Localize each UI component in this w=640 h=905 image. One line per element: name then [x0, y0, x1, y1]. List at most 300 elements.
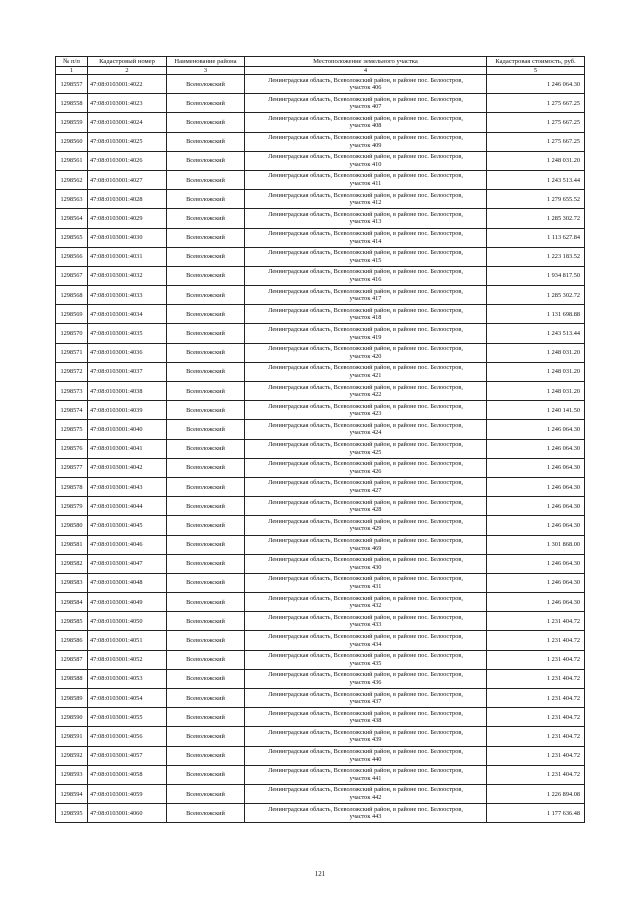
location-cell [245, 554, 487, 573]
district-cell: Всеволожский [167, 190, 245, 209]
cadastral-number-cell: 47:08:0103001:4043 [88, 477, 167, 496]
cadastral-number-cell: 47:08:0103001:4048 [88, 573, 167, 592]
location-line-address: Ленинградская область, Всеволожский район, в районе пос. Белоостров, [268, 306, 463, 314]
district-cell: Всеволожский [167, 266, 245, 285]
column-number: 1 [56, 67, 88, 75]
row-number-cell: 1298581 [56, 535, 88, 554]
location-line-plot: участок 443 [349, 813, 382, 821]
location-cell [245, 497, 487, 516]
cadastral-number-cell: 47:08:0103001:4037 [88, 362, 167, 381]
location-line-address: Ленинградская область, Всеволожский район, в районе пос. Белоостров, [268, 325, 463, 333]
cadastral-number-cell: 47:08:0103001:4045 [88, 516, 167, 535]
district-cell: Всеволожский [167, 209, 245, 228]
row-number-cell: 1298559 [56, 113, 88, 132]
location-line-address: Ленинградская область, Всеволожский район, в районе пос. Белоостров, [268, 652, 463, 660]
table-row [56, 75, 585, 94]
location-cell [245, 113, 487, 132]
row-number-cell: 1298583 [56, 573, 88, 592]
cadastral-number-cell: 47:08:0103001:4029 [88, 209, 167, 228]
location-line-address: Ленинградская область, Всеволожский район, в районе пос. Белоостров, [268, 345, 463, 353]
location-line-plot: участок 433 [349, 621, 382, 629]
district-cell: Всеволожский [167, 765, 245, 784]
district-cell: Всеволожский [167, 420, 245, 439]
table-row [56, 286, 585, 305]
table-row [56, 151, 585, 170]
table-row [56, 804, 585, 823]
row-number-cell: 1298557 [56, 75, 88, 94]
row-number-cell: 1298562 [56, 170, 88, 189]
cadastral-number-cell: 47:08:0103001:4050 [88, 612, 167, 631]
table-row [56, 113, 585, 132]
cadastral-value-cell: 1 246 064.30 [487, 458, 585, 477]
row-number-cell: 1298577 [56, 458, 88, 477]
location-line-address: Ленинградская область, Всеволожский район, в районе пос. Белоостров, [268, 632, 463, 640]
location-line-plot: участок 407 [349, 103, 382, 111]
cadastral-value-cell: 1 248 031.20 [487, 343, 585, 362]
table-row [56, 190, 585, 209]
location-line-plot: участок 419 [349, 333, 382, 341]
table-row [56, 305, 585, 324]
cadastral-value-cell: 1 231 404.72 [487, 669, 585, 688]
row-number-cell: 1298560 [56, 132, 88, 151]
location-line-plot: участок 442 [349, 794, 382, 802]
cadastral-value-cell: 1 246 064.30 [487, 497, 585, 516]
table-row [56, 401, 585, 420]
table-row [56, 554, 585, 573]
district-cell: Всеволожский [167, 746, 245, 765]
table-row [56, 746, 585, 765]
cadastral-value-cell: 1 246 064.30 [487, 554, 585, 573]
location-line-address: Ленинградская область, Всеволожский район, в районе пос. Белоостров, [268, 268, 463, 276]
location-cell [245, 458, 487, 477]
table-row [56, 669, 585, 688]
location-line-address: Ленинградская область, Всеволожский район, в районе пос. Белоостров, [268, 690, 463, 698]
cadastral-number-cell: 47:08:0103001:4042 [88, 458, 167, 477]
location-line-address: Ленинградская область, Всеволожский район, в районе пос. Белоостров, [268, 95, 463, 103]
cadastral-number-cell: 47:08:0103001:4040 [88, 420, 167, 439]
district-cell: Всеволожский [167, 151, 245, 170]
district-cell: Всеволожский [167, 573, 245, 592]
location-line-plot: участок 412 [349, 199, 382, 207]
location-cell [245, 573, 487, 592]
location-line-address: Ленинградская область, Всеволожский район, в районе пос. Белоостров, [268, 383, 463, 391]
table-row [56, 209, 585, 228]
row-number-cell: 1298575 [56, 420, 88, 439]
cadastral-value-cell: 1 301 868.00 [487, 535, 585, 554]
district-cell: Всеволожский [167, 247, 245, 266]
row-number-cell: 1298588 [56, 669, 88, 688]
location-cell [245, 401, 487, 420]
table-row [56, 573, 585, 592]
location-cell [245, 669, 487, 688]
location-cell [245, 132, 487, 151]
cadastral-value-cell: 1 231 404.72 [487, 765, 585, 784]
row-number-cell: 1298593 [56, 765, 88, 784]
cadastral-value-cell: 1 246 064.30 [487, 593, 585, 612]
table-row [56, 612, 585, 631]
location-line-plot: участок 469 [349, 544, 382, 552]
location-line-plot: участок 418 [349, 314, 382, 322]
table-body [56, 75, 585, 823]
location-line-address: Ленинградская область, Всеволожский район, в районе пос. Белоостров, [268, 709, 463, 717]
table-row [56, 420, 585, 439]
row-number-cell: 1298594 [56, 784, 88, 803]
district-cell: Всеволожский [167, 305, 245, 324]
district-cell: Всеволожский [167, 497, 245, 516]
cadastral-value-cell: 1 226 894.08 [487, 784, 585, 803]
row-number-cell: 1298570 [56, 324, 88, 343]
location-line-plot: участок 421 [349, 371, 382, 379]
district-cell: Всеволожский [167, 170, 245, 189]
district-cell: Всеволожский [167, 228, 245, 247]
location-line-plot: участок 422 [349, 391, 382, 399]
table-row [56, 94, 585, 113]
location-line-address: Ленинградская область, Всеволожский район, в районе пос. Белоостров, [268, 364, 463, 372]
location-line-plot: участок 413 [349, 218, 382, 226]
location-cell [245, 650, 487, 669]
row-number-cell: 1298580 [56, 516, 88, 535]
cadastral-value-cell: 1 275 667.25 [487, 94, 585, 113]
location-line-plot: участок 415 [349, 256, 382, 264]
cadastral-value-cell: 1 246 064.30 [487, 477, 585, 496]
location-line-address: Ленинградская область, Всеволожский район, в районе пос. Белоостров, [268, 671, 463, 679]
cadastral-number-cell: 47:08:0103001:4024 [88, 113, 167, 132]
cadastral-number-cell: 47:08:0103001:4058 [88, 765, 167, 784]
header-cadastral-value: Кадастровая стоимость, руб. [487, 57, 585, 67]
district-cell: Всеволожский [167, 784, 245, 803]
district-cell: Всеволожский [167, 516, 245, 535]
location-cell [245, 228, 487, 247]
cadastral-number-cell: 47:08:0103001:4038 [88, 382, 167, 401]
location-cell [245, 612, 487, 631]
district-cell: Всеволожский [167, 382, 245, 401]
location-line-plot: участок 428 [349, 506, 382, 514]
location-line-address: Ленинградская область, Всеволожский район, в районе пос. Белоостров, [268, 748, 463, 756]
location-line-address: Ленинградская область, Всеволожский район, в районе пос. Белоостров, [268, 613, 463, 621]
district-cell: Всеволожский [167, 689, 245, 708]
cadastral-value-cell: 1 275 667.25 [487, 132, 585, 151]
cadastral-number-cell: 47:08:0103001:4023 [88, 94, 167, 113]
location-cell [245, 765, 487, 784]
row-number-cell: 1298566 [56, 247, 88, 266]
header-cadastral-number: Кадастровый номер [88, 57, 167, 67]
cadastral-number-cell: 47:08:0103001:4025 [88, 132, 167, 151]
cadastral-value-cell: 1 231 404.72 [487, 689, 585, 708]
location-line-plot: участок 430 [349, 563, 382, 571]
row-number-cell: 1298595 [56, 804, 88, 823]
cadastral-value-cell: 1 177 636.48 [487, 804, 585, 823]
cadastral-value-cell: 1 243 513.44 [487, 170, 585, 189]
table-row [56, 439, 585, 458]
location-line-address: Ленинградская область, Всеволожский район, в районе пос. Белоостров, [268, 479, 463, 487]
location-cell [245, 305, 487, 324]
location-line-address: Ленинградская область, Всеволожский район, в районе пос. Белоостров, [268, 76, 463, 84]
table-row [56, 535, 585, 554]
cadastral-number-cell: 47:08:0103001:4039 [88, 401, 167, 420]
table-row [56, 382, 585, 401]
table-row [56, 458, 585, 477]
location-cell [245, 516, 487, 535]
location-line-address: Ленинградская область, Всеволожский район, в районе пос. Белоостров, [268, 114, 463, 122]
row-number-cell: 1298582 [56, 554, 88, 573]
location-line-address: Ленинградская область, Всеволожский район, в районе пос. Белоостров, [268, 556, 463, 564]
cadastral-value-cell: 1 246 064.30 [487, 420, 585, 439]
location-line-plot: участок 409 [349, 141, 382, 149]
table-row [56, 784, 585, 803]
row-number-cell: 1298573 [56, 382, 88, 401]
district-cell: Всеволожский [167, 94, 245, 113]
location-line-address: Ленинградская область, Всеволожский район, в районе пос. Белоостров, [268, 249, 463, 257]
location-cell [245, 343, 487, 362]
cadastral-number-cell: 47:08:0103001:4046 [88, 535, 167, 554]
location-line-plot: участок 416 [349, 275, 382, 283]
district-cell: Всеволожский [167, 286, 245, 305]
cadastral-value-cell: 1 246 064.30 [487, 75, 585, 94]
row-number-cell: 1298567 [56, 266, 88, 285]
location-cell [245, 746, 487, 765]
district-cell: Всеволожский [167, 804, 245, 823]
table-row [56, 708, 585, 727]
table-row [56, 170, 585, 189]
cadastral-value-cell: 1 246 064.30 [487, 439, 585, 458]
location-cell [245, 535, 487, 554]
row-number-cell: 1298590 [56, 708, 88, 727]
location-line-address: Ленинградская область, Всеволожский район, в районе пос. Белоостров, [268, 460, 463, 468]
location-cell [245, 247, 487, 266]
location-line-address: Ленинградская область, Всеволожский район, в районе пос. Белоостров, [268, 153, 463, 161]
cadastral-number-cell: 47:08:0103001:4034 [88, 305, 167, 324]
cadastral-number-cell: 47:08:0103001:4056 [88, 727, 167, 746]
cadastral-value-cell: 1 279 655.52 [487, 190, 585, 209]
location-cell [245, 209, 487, 228]
cadastral-number-cell: 47:08:0103001:4044 [88, 497, 167, 516]
location-cell [245, 190, 487, 209]
location-line-address: Ленинградская область, Всеволожский район, в районе пос. Белоостров, [268, 134, 463, 142]
column-number: 2 [88, 67, 167, 75]
cadastral-number-cell: 47:08:0103001:4033 [88, 286, 167, 305]
location-line-plot: участок 410 [349, 160, 382, 168]
cadastral-number-cell: 47:08:0103001:4032 [88, 266, 167, 285]
cadastral-number-cell: 47:08:0103001:4054 [88, 689, 167, 708]
location-line-plot: участок 411 [349, 180, 382, 188]
table-row [56, 650, 585, 669]
location-cell [245, 362, 487, 381]
row-number-cell: 1298568 [56, 286, 88, 305]
location-cell [245, 286, 487, 305]
location-line-plot: участок 440 [349, 755, 382, 763]
location-line-plot: участок 435 [349, 659, 382, 667]
location-cell [245, 420, 487, 439]
location-line-plot: участок 420 [349, 352, 382, 360]
district-cell: Всеволожский [167, 343, 245, 362]
location-line-plot: участок 426 [349, 467, 382, 475]
location-cell [245, 593, 487, 612]
district-cell: Всеволожский [167, 132, 245, 151]
row-number-cell: 1298592 [56, 746, 88, 765]
location-line-plot: участок 408 [349, 122, 382, 130]
location-line-address: Ленинградская область, Всеволожский район, в районе пос. Белоостров, [268, 575, 463, 583]
location-cell [245, 804, 487, 823]
cadastral-number-cell: 47:08:0103001:4057 [88, 746, 167, 765]
row-number-cell: 1298563 [56, 190, 88, 209]
location-line-address: Ленинградская область, Всеволожский район, в районе пос. Белоостров, [268, 537, 463, 544]
cadastral-value-cell: 1 275 667.25 [487, 113, 585, 132]
district-cell: Всеволожский [167, 477, 245, 496]
location-cell [245, 75, 487, 94]
column-number: 5 [487, 67, 585, 75]
header-district-name: Наименование района [167, 57, 245, 67]
district-cell: Всеволожский [167, 113, 245, 132]
location-line-address: Ленинградская область, Всеволожский район, в районе пос. Белоостров, [268, 441, 463, 449]
district-cell: Всеволожский [167, 439, 245, 458]
district-cell: Всеволожский [167, 669, 245, 688]
cadastral-value-cell: 1 231 404.72 [487, 708, 585, 727]
row-number-cell: 1298591 [56, 727, 88, 746]
cadastral-number-cell: 47:08:0103001:4052 [88, 650, 167, 669]
district-cell: Всеволожский [167, 708, 245, 727]
cadastral-value-cell: 1 223 183.52 [487, 247, 585, 266]
cadastral-value-cell: 1 243 513.44 [487, 324, 585, 343]
location-cell [245, 151, 487, 170]
district-cell: Всеволожский [167, 535, 245, 554]
location-line-address: Ленинградская область, Всеволожский район, в районе пос. Белоостров, [268, 402, 463, 410]
location-cell [245, 784, 487, 803]
location-line-address: Ленинградская область, Всеволожский район, в районе пос. Белоостров, [268, 767, 463, 775]
column-number: 3 [167, 67, 245, 75]
cadastral-number-cell: 47:08:0103001:4030 [88, 228, 167, 247]
table-row [56, 343, 585, 362]
table-row [56, 132, 585, 151]
cadastral-number-cell: 47:08:0103001:4047 [88, 554, 167, 573]
table-row [56, 247, 585, 266]
table-row [56, 631, 585, 650]
district-cell: Всеволожский [167, 458, 245, 477]
location-line-plot: участок 431 [349, 582, 382, 590]
location-line-address: Ленинградская область, Всеволожский район, в районе пос. Белоостров, [268, 498, 463, 506]
location-line-plot: участок 423 [349, 410, 382, 418]
cadastral-number-cell: 47:08:0103001:4035 [88, 324, 167, 343]
table-row [56, 266, 585, 285]
location-line-address: Ленинградская область, Всеволожский район, в районе пос. Белоостров, [268, 728, 463, 736]
row-number-cell: 1298561 [56, 151, 88, 170]
location-line-address: Ленинградская область, Всеволожский район, в районе пос. Белоостров, [268, 786, 463, 794]
location-cell [245, 727, 487, 746]
table-row [56, 497, 585, 516]
location-line-plot: участок 424 [349, 429, 382, 437]
header-location: Местоположение земельного участка [245, 57, 487, 67]
cadastral-number-cell: 47:08:0103001:4031 [88, 247, 167, 266]
location-cell [245, 477, 487, 496]
row-number-cell: 1298578 [56, 477, 88, 496]
cadastral-value-table [55, 56, 585, 823]
location-line-address: Ленинградская область, Всеволожский район, в районе пос. Белоостров, [268, 210, 463, 218]
location-line-address: Ленинградская область, Всеволожский район, в районе пос. Белоостров, [268, 172, 463, 180]
cadastral-value-cell: 1 248 031.20 [487, 362, 585, 381]
cadastral-number-cell: 47:08:0103001:4051 [88, 631, 167, 650]
row-number-cell: 1298579 [56, 497, 88, 516]
location-line-address: Ленинградская область, Всеволожский район, в районе пос. Белоостров, [268, 230, 463, 237]
row-number-cell: 1298558 [56, 94, 88, 113]
table-row [56, 727, 585, 746]
location-cell [245, 708, 487, 727]
location-line-plot: участок 429 [349, 525, 382, 533]
location-line-plot: участок 417 [349, 295, 382, 303]
location-cell [245, 382, 487, 401]
cadastral-value-cell: 1 231 404.72 [487, 727, 585, 746]
row-number-cell: 1298585 [56, 612, 88, 631]
cadastral-value-cell: 1 285 302.72 [487, 286, 585, 305]
header-row-number: № п/п [56, 57, 88, 67]
location-cell [245, 689, 487, 708]
location-line-address: Ленинградская область, Всеволожский район, в районе пос. Белоостров, [268, 421, 463, 429]
location-cell [245, 94, 487, 113]
table-row [56, 477, 585, 496]
cadastral-value-cell: 1 248 031.20 [487, 382, 585, 401]
district-cell: Всеволожский [167, 650, 245, 669]
location-cell [245, 170, 487, 189]
row-number-cell: 1298565 [56, 228, 88, 247]
district-cell: Всеволожский [167, 727, 245, 746]
location-cell [245, 324, 487, 343]
location-cell [245, 631, 487, 650]
district-cell: Всеволожский [167, 324, 245, 343]
location-line-address: Ленинградская область, Всеволожский район, в районе пос. Белоостров, [268, 805, 463, 813]
cadastral-value-cell: 1 113 627.84 [487, 228, 585, 247]
location-line-plot: участок 436 [349, 678, 382, 686]
location-cell [245, 439, 487, 458]
location-line-plot: участок 425 [349, 448, 382, 456]
location-line-plot: участок 438 [349, 717, 382, 725]
table-row [56, 765, 585, 784]
page-number: 121 [314, 870, 326, 878]
cadastral-value-cell: 1 231 404.72 [487, 631, 585, 650]
cadastral-number-cell: 47:08:0103001:4055 [88, 708, 167, 727]
cadastral-number-cell: 47:08:0103001:4049 [88, 593, 167, 612]
location-line-plot: участок 441 [349, 774, 382, 782]
location-line-address: Ленинградская область, Всеволожский район, в районе пос. Белоостров, [268, 287, 463, 295]
district-cell: Всеволожский [167, 75, 245, 94]
cadastral-value-cell: 1 231 404.72 [487, 746, 585, 765]
location-line-address: Ленинградская область, Всеволожский район, в районе пос. Белоостров, [268, 191, 463, 199]
table-row [56, 362, 585, 381]
cadastral-number-cell: 47:08:0103001:4059 [88, 784, 167, 803]
location-line-address: Ленинградская область, Всеволожский район, в районе пос. Белоостров, [268, 594, 463, 602]
location-line-plot: участок 439 [349, 736, 382, 744]
cadastral-number-cell: 47:08:0103001:4027 [88, 170, 167, 189]
row-number-cell: 1298564 [56, 209, 88, 228]
district-cell: Всеволожский [167, 593, 245, 612]
row-number-cell: 1298569 [56, 305, 88, 324]
cadastral-value-cell: 1 248 031.20 [487, 151, 585, 170]
cadastral-number-cell: 47:08:0103001:4022 [88, 75, 167, 94]
cadastral-value-cell: 1 246 064.30 [487, 516, 585, 535]
column-number-row [56, 67, 585, 75]
row-number-cell: 1298571 [56, 343, 88, 362]
table-row [56, 689, 585, 708]
cadastral-value-cell: 1 240 141.50 [487, 401, 585, 420]
row-number-cell: 1298589 [56, 689, 88, 708]
cadastral-value-cell: 1 131 698.88 [487, 305, 585, 324]
location-cell [245, 266, 487, 285]
cadastral-number-cell: 47:08:0103001:4026 [88, 151, 167, 170]
column-number: 4 [245, 67, 487, 75]
row-number-cell: 1298587 [56, 650, 88, 669]
district-cell: Всеволожский [167, 554, 245, 573]
cadastral-number-cell: 47:08:0103001:4053 [88, 669, 167, 688]
location-line-plot: участок 406 [349, 84, 382, 92]
row-number-cell: 1298586 [56, 631, 88, 650]
district-cell: Всеволожский [167, 612, 245, 631]
